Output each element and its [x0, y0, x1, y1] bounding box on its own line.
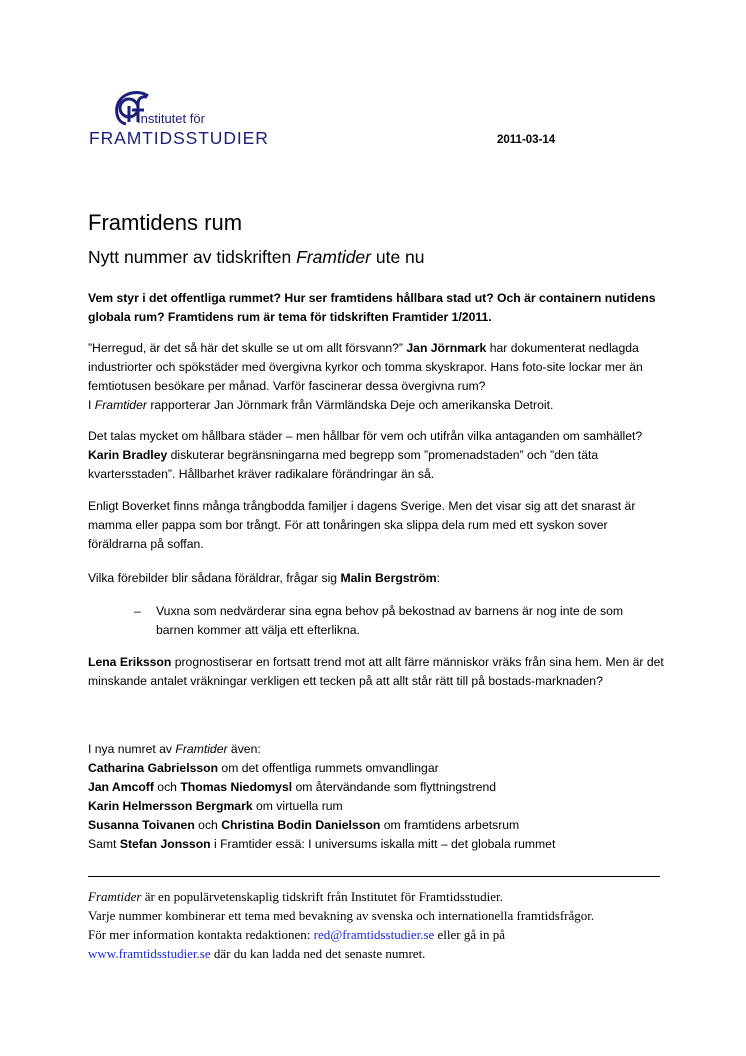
list-item-name: Thomas Niedomysl — [180, 780, 293, 794]
list-item-name: Catharina Gabrielsson — [88, 761, 219, 775]
list-item-name: Susanna Toivanen — [88, 818, 195, 832]
quote-bullet — [120, 602, 660, 640]
p2-text-a: Det talas mycket om hållbara städer – men hållbar för vem och utifrån vilka antaganden om samhället? — [88, 429, 643, 443]
list-item-text: om det offentliga rummets omvandlingar — [218, 761, 439, 775]
bullet-dash: – — [134, 604, 141, 618]
p1-text-c-em: Framtider — [94, 398, 147, 412]
list-item — [88, 816, 668, 835]
footer-line-3 — [88, 925, 594, 944]
list-intro — [88, 740, 668, 759]
p4-text-a: Vilka förebilder blir sådana föräldrar, frågar sig — [88, 571, 341, 585]
page-subtitle — [88, 247, 425, 268]
footer-line-3-pre: För mer information kontakta redaktionen: — [88, 927, 314, 942]
p4-name: Malin Bergström — [340, 571, 437, 585]
subtitle-em: Framtider — [296, 247, 371, 267]
logo-text-line2: FRAMTIDSSTUDIER — [89, 128, 269, 148]
document-date: 2011-03-14 — [497, 134, 556, 146]
list-item-text: i Framtider essä: I universums iskalla mitt – det globala rummet — [210, 837, 556, 851]
p1-text-c-pre: I — [88, 398, 95, 412]
list-item-name: Karin Helmersson Bergmark — [88, 799, 253, 813]
p2-name: Karin Bradley — [88, 448, 168, 462]
footer-divider — [88, 876, 660, 877]
p2-text-b: diskuterar begränsningarna med begrepp som ”promenadstaden” och ”den täta kvartersstaden”. Hållbarhet kräver radikalare förändringar än så. — [88, 448, 599, 481]
list-intro-em: Framtider — [175, 742, 228, 756]
list-item-name: Christina Bodin Danielsson — [221, 818, 381, 832]
list-item-pre: Samt — [88, 837, 120, 851]
footer-em: Framtider — [88, 889, 142, 904]
footer — [88, 887, 594, 963]
subtitle-pre: Nytt nummer av tidskriften — [88, 247, 297, 267]
paragraph-3: Enligt Boverket finns många trångbodda familjer i dagens Sverige. Men det visar sig att det snarast är mamma eller pappa som bor trångt. För att tonåringen ska slippa dela rum med ett syskon sover föräldrarna på soffan. — [88, 499, 636, 551]
list-item — [88, 797, 668, 816]
list-item-name: Jan Amcoff — [88, 780, 154, 794]
p1-text-a: ”Herregud, är det så här det skulle se ut om allt försvann?” — [88, 341, 407, 355]
list-item-text: om virtuella rum — [252, 799, 343, 813]
list-item-text: om återvändande som flyttningstrend — [292, 780, 497, 794]
paragraph-5 — [88, 653, 668, 691]
footer-line-1-text: är en populärvetenskaplig tidskrift från Institutet för Framtidsstudier. — [141, 889, 503, 904]
paragraph-1 — [88, 339, 668, 415]
p1-text-b: har dokumenterat nedlagda industriorter och spökstäder med övergivna kyrkor och tomma skyskrapor. Hans foto-site lockar mer än femtiotusen besökare per månad. Varför fascinerar dessa övergivna rum? — [88, 341, 643, 393]
logo-text-line1: Institutet för — [137, 111, 205, 126]
paragraph-4 — [88, 569, 668, 588]
list-item-name: Stefan Jonsson — [119, 837, 211, 851]
bullet-text: Vuxna som nedvärderar sina egna behov på bekostnad av barnens är nog inte de som barnen kommer att välja ett efterlikna. — [156, 604, 624, 637]
p1-name: Jan Jörnmark — [406, 341, 487, 355]
page-title: Framtidens rum — [88, 210, 243, 235]
footer-line-2: Varje nummer kombinerar ett tema med bevakning av svenska och internationella framtidsfrågor. — [88, 908, 595, 923]
contributors-list — [88, 740, 668, 854]
list-item — [88, 778, 668, 797]
p5-text: prognostiserar en fortsatt trend mot att allt färre människor vräks från sina hem. Men är det minskande antalet vräkningar verkligen ett tecken på att allt står rätt till på bostads-marknaden? — [88, 655, 664, 688]
list-item-text: om framtidens arbetsrum — [380, 818, 520, 832]
paragraph-2 — [88, 427, 668, 484]
footer-line-4 — [88, 944, 594, 963]
p4-text-b: : — [436, 571, 441, 585]
subtitle-post: ute nu — [371, 247, 425, 267]
list-intro-post: även: — [227, 742, 261, 756]
website-link[interactable]: www.framtidsstudier.se — [88, 946, 211, 961]
list-item — [88, 759, 668, 778]
list-item-conj: och — [194, 818, 222, 832]
footer-line-4-post: där du kan ladda ned det senaste numret. — [210, 946, 426, 961]
list-intro-pre: I nya numret av — [88, 742, 176, 756]
footer-line-1 — [88, 887, 594, 906]
footer-line-3-post: eller gå in på — [434, 927, 506, 942]
p5-name: Lena Eriksson — [88, 655, 172, 669]
list-item — [88, 835, 668, 854]
p1-text-c-post: rapporterar Jan Jörnmark från Värmländska Deje och amerikanska Detroit. — [146, 398, 554, 412]
email-link[interactable]: red@framtidsstudier.se — [313, 927, 435, 942]
list-item-conj: och — [153, 780, 181, 794]
lead-paragraph: Vem styr i det offentliga rummet? Hur ser framtidens hållbara stad ut? Och är containern nutidens globala rum? Framtidens rum är tema för tidskriften Framtider 1/2011. — [88, 291, 656, 324]
